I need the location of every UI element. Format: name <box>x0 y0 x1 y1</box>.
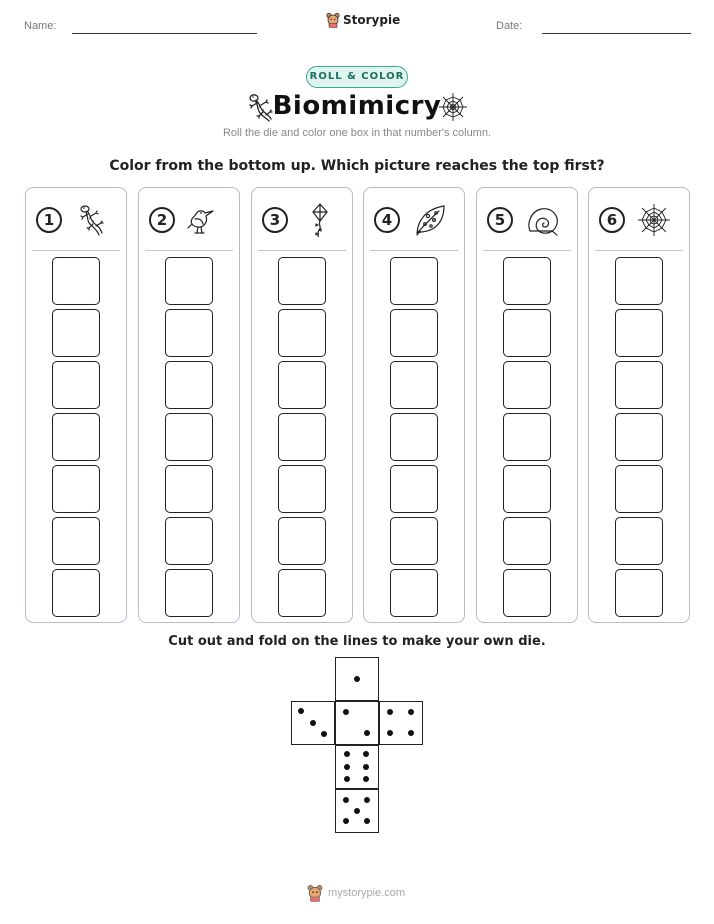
color-box[interactable] <box>615 309 663 357</box>
column-header <box>252 188 352 250</box>
die-face-5 <box>335 789 379 833</box>
die-pip <box>344 751 350 757</box>
die-instruction: Cut out and fold on the lines to make your own die. <box>168 634 546 649</box>
instruction: Color from the bottom up. Which picture reaches the top first? <box>109 158 605 174</box>
die-pip <box>363 764 369 770</box>
die-pip <box>387 709 393 715</box>
die-pip <box>344 776 350 782</box>
die-face-2 <box>335 701 379 745</box>
die-pip <box>354 676 360 682</box>
kite-icon <box>296 202 338 238</box>
color-column-5 <box>476 187 578 623</box>
spider-web-icon <box>633 202 675 238</box>
color-box[interactable] <box>503 413 551 461</box>
leaf-icon <box>408 202 450 238</box>
color-column-1 <box>25 187 127 623</box>
subtitle: Roll the die and color one box in that number's column. <box>222 127 492 139</box>
color-box[interactable] <box>390 517 438 565</box>
color-box[interactable] <box>390 569 438 617</box>
die-pip <box>343 709 349 715</box>
color-box[interactable] <box>615 517 663 565</box>
column-header <box>589 188 689 250</box>
color-box[interactable] <box>615 465 663 513</box>
die-pip <box>344 764 350 770</box>
color-box[interactable] <box>52 517 100 565</box>
color-box[interactable] <box>165 517 213 565</box>
color-box[interactable] <box>165 569 213 617</box>
color-box[interactable] <box>278 569 326 617</box>
column-number: 5 <box>487 207 513 233</box>
column-number: 3 <box>262 207 288 233</box>
brand-name: Storypie <box>343 13 401 27</box>
color-column-6 <box>588 187 690 623</box>
color-box[interactable] <box>615 413 663 461</box>
column-header <box>139 188 239 250</box>
color-box[interactable] <box>165 257 213 305</box>
die-pip <box>408 730 414 736</box>
footer <box>0 884 714 906</box>
color-box[interactable] <box>52 569 100 617</box>
column-divider <box>32 250 120 251</box>
column-number: 1 <box>36 207 62 233</box>
die-pip <box>354 808 360 814</box>
spider-web-icon <box>436 90 470 124</box>
color-box[interactable] <box>503 361 551 409</box>
color-box[interactable] <box>390 309 438 357</box>
color-column-2 <box>138 187 240 623</box>
die-pip <box>321 731 327 737</box>
column-divider <box>595 250 683 251</box>
color-box[interactable] <box>52 465 100 513</box>
die-pip <box>408 709 414 715</box>
color-box[interactable] <box>52 413 100 461</box>
color-box[interactable] <box>278 257 326 305</box>
die-face-1 <box>335 657 379 701</box>
color-columns <box>25 187 690 623</box>
column-divider <box>483 250 571 251</box>
color-column-3 <box>251 187 353 623</box>
color-box[interactable] <box>390 361 438 409</box>
die-pip <box>364 730 370 736</box>
column-number: 6 <box>599 207 625 233</box>
bird-icon <box>183 202 225 238</box>
color-box[interactable] <box>278 361 326 409</box>
die-pip <box>363 776 369 782</box>
date-label: Date: <box>496 20 523 32</box>
die-pip <box>364 797 370 803</box>
color-box[interactable] <box>503 569 551 617</box>
color-box[interactable] <box>615 361 663 409</box>
color-box[interactable] <box>165 361 213 409</box>
color-box[interactable] <box>503 517 551 565</box>
color-box[interactable] <box>615 569 663 617</box>
footer-url[interactable]: mystorypie.com <box>328 887 406 899</box>
title-row <box>0 88 714 128</box>
date-line[interactable] <box>542 33 691 34</box>
column-header <box>26 188 126 250</box>
color-box[interactable] <box>503 465 551 513</box>
die-pip <box>298 708 304 714</box>
column-divider <box>370 250 458 251</box>
die-face-3 <box>291 701 335 745</box>
column-number: 4 <box>374 207 400 233</box>
page-title: Biomimicry <box>272 91 442 121</box>
bear-logo-icon <box>326 12 340 28</box>
color-box[interactable] <box>165 309 213 357</box>
color-box[interactable] <box>52 309 100 357</box>
die-pip <box>364 818 370 824</box>
column-divider <box>145 250 233 251</box>
color-box[interactable] <box>390 257 438 305</box>
die-pip <box>363 751 369 757</box>
die-face-4 <box>379 701 423 745</box>
name-label: Name: <box>24 20 57 32</box>
color-box[interactable] <box>278 517 326 565</box>
die-pip <box>343 797 349 803</box>
color-box[interactable] <box>390 465 438 513</box>
color-box[interactable] <box>615 257 663 305</box>
color-box[interactable] <box>165 465 213 513</box>
brand <box>326 12 400 28</box>
die-pip <box>387 730 393 736</box>
column-header <box>477 188 577 250</box>
color-box[interactable] <box>503 309 551 357</box>
die-face-6 <box>335 745 379 789</box>
color-box[interactable] <box>278 465 326 513</box>
color-column-4 <box>363 187 465 623</box>
snail-shell-icon <box>521 202 563 238</box>
name-line[interactable] <box>72 33 257 34</box>
color-box[interactable] <box>52 361 100 409</box>
column-divider <box>258 250 346 251</box>
color-box[interactable] <box>390 413 438 461</box>
die-pip <box>343 818 349 824</box>
color-box[interactable] <box>278 413 326 461</box>
color-box[interactable] <box>52 257 100 305</box>
column-number: 2 <box>149 207 175 233</box>
bear-logo-icon <box>307 884 323 902</box>
gecko-icon <box>70 202 112 238</box>
color-box[interactable] <box>165 413 213 461</box>
column-header <box>364 188 464 250</box>
die-pip <box>310 720 316 726</box>
roll-color-badge: ROLL & COLOR <box>306 66 408 88</box>
color-box[interactable] <box>503 257 551 305</box>
color-box[interactable] <box>278 309 326 357</box>
